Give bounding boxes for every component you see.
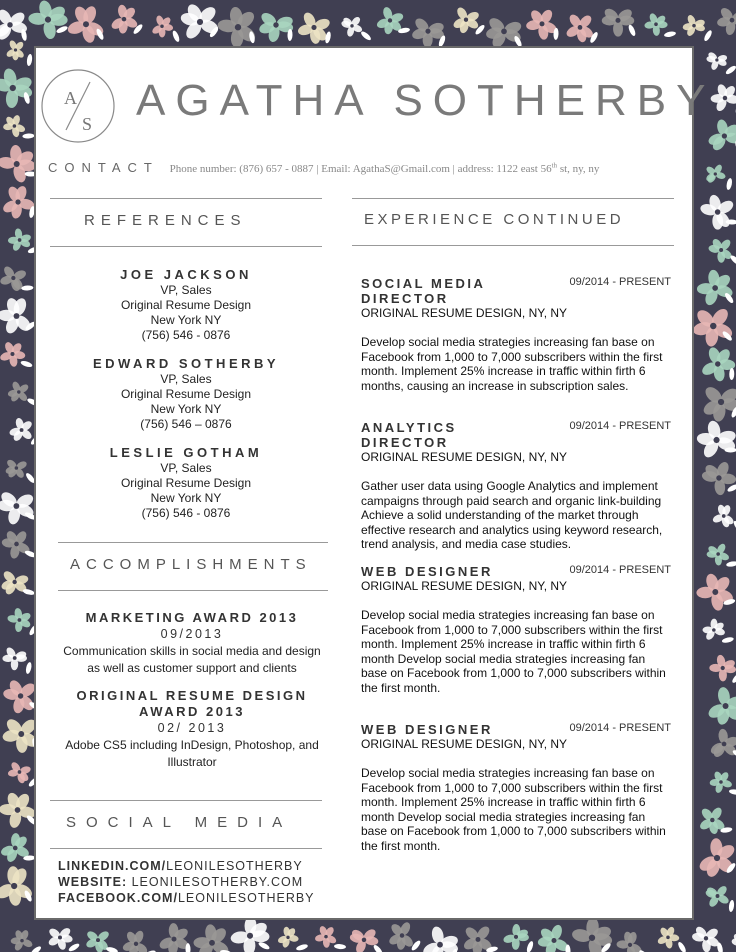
job-title: WEB DESIGNER [361, 722, 493, 737]
job-entry [361, 722, 671, 853]
flower-shape [644, 12, 668, 36]
job-entry [361, 564, 671, 695]
flower-shape [701, 384, 736, 422]
reference-location: New York NY [150, 313, 222, 327]
references-list [36, 267, 336, 534]
flower-shape [706, 542, 730, 565]
reference-role: VP, Sales [160, 372, 212, 386]
job-company: ORIGINAL RESUME DESIGN, NY, NY [361, 306, 568, 320]
leaf-shape [726, 178, 733, 191]
social-title: SOCIAL MEDIA [66, 814, 293, 831]
flower-shape [697, 838, 736, 879]
flower-shape [537, 924, 570, 952]
leaf-shape [731, 672, 736, 684]
flower-shape [421, 925, 459, 952]
flower-shape [452, 6, 480, 34]
accomplishments-list [42, 610, 342, 782]
leaf-shape [726, 560, 736, 567]
reference-company: Original Resume Design [120, 476, 252, 490]
divider [50, 198, 322, 199]
flower-shape [503, 924, 530, 950]
leaf-shape [725, 448, 736, 453]
job-company: ORIGINAL RESUME DESIGN, NY, NY [361, 450, 568, 464]
accomplishment-title: ORIGINAL RESUME DESIGN AWARD 2013 [76, 688, 308, 719]
flower-shape [709, 728, 736, 759]
accomplishment-date: 02/ 2013 [157, 721, 227, 735]
flower-shape [706, 686, 736, 726]
flower-shape [122, 929, 150, 952]
leaf-shape [56, 25, 69, 34]
flower-shape [682, 14, 706, 37]
flower-shape [602, 6, 635, 36]
references-title: REFERENCES [84, 212, 247, 229]
accomplishment-entry [42, 688, 342, 771]
job-description: Develop social media strategies increasing fan base on Facebook from 1,000 to 7,000 subscribers within the first month. Implement 25% increase in traffic within firth 6 month Develop social media strategies increasing fan base on Facebook from 1,000 to 7,000 subscribers within the first month. [361, 608, 666, 695]
job-title: WEB DESIGNER [361, 564, 493, 579]
divider [352, 245, 674, 246]
contact-phone: Phone number: (876) 657 - 0887 [169, 163, 314, 175]
leaf-shape [703, 29, 713, 42]
job-description: Develop social media strategies increasing fan base on Facebook from 1,000 to 7,000 subscribers within the first month. Implement 25% increase in traffic within firth 6 month Develop social media strategies increasing fan base on Facebook from 1,000 to 7,000 subscribers within the first month. [361, 766, 666, 853]
flower-shape [3, 114, 26, 138]
leaf-shape [68, 942, 81, 952]
job-date: 09/2014 - PRESENT [569, 276, 671, 288]
leaf-shape [25, 662, 32, 675]
flower-shape [277, 926, 299, 948]
flower-shape [526, 8, 559, 41]
leaf-shape [21, 285, 33, 291]
website-link[interactable]: WEBSITE: LEONILESOTHERBY.COM [58, 875, 304, 889]
flower-shape [0, 145, 36, 184]
leaf-shape [729, 789, 736, 796]
reference-location: New York NY [150, 402, 222, 416]
reference-name: JOE JACKSON [120, 267, 252, 282]
job-description: Gather user data using Google Analytics and implement campaigns through paid search and organic link-building Achieve a solid understanding of the market through effective research and analytics using keyword research, trend analysis, and media case studies. [361, 479, 663, 551]
flower-shape [0, 489, 36, 525]
leaf-shape [729, 368, 734, 380]
job-date: 09/2014 - PRESENT [569, 722, 671, 734]
accomplishment-date: 09/2013 [160, 627, 224, 641]
flower-shape [158, 923, 190, 952]
leaf-shape [171, 30, 180, 43]
flower-shape [151, 15, 174, 38]
flower-shape [709, 770, 732, 794]
flower-shape [731, 931, 736, 952]
reference-phone: (756) 546 – 0876 [140, 417, 232, 431]
leaf-shape [726, 483, 736, 493]
flower-shape [709, 654, 736, 681]
candidate-name: AGATHA SOTHERBY [136, 76, 716, 125]
leaf-shape [296, 943, 309, 951]
job-entry [361, 276, 671, 393]
leaf-shape [258, 941, 271, 951]
reference-company: Original Resume Design [120, 387, 252, 401]
divider [352, 198, 674, 199]
job-company: ORIGINAL RESUME DESIGN, NY, NY [361, 737, 568, 751]
flower-shape [2, 646, 27, 671]
flower-shape [697, 269, 735, 307]
flower-shape [9, 417, 34, 442]
flower-shape [692, 306, 735, 347]
job-title: ANALYTICS DIRECTOR [361, 420, 457, 450]
divider [50, 246, 322, 247]
reference-entry [36, 356, 336, 432]
flower-shape [691, 925, 720, 952]
accomplishments-title: ACCOMPLISHMENTS [70, 556, 312, 573]
reference-entry [36, 445, 336, 521]
flower-shape [110, 4, 139, 34]
accomplishment-desc: Adobe CS5 including InDesign, Photoshop, and Illustrator [65, 738, 319, 769]
flower-shape [705, 884, 731, 908]
flower-shape [11, 929, 34, 952]
monogram-s: S [82, 114, 93, 134]
reference-location: New York NY [150, 491, 222, 505]
flower-shape [193, 924, 230, 952]
flower-shape [341, 15, 364, 37]
social-links [58, 858, 315, 906]
flower-shape [702, 619, 725, 642]
flower-shape [28, 0, 68, 40]
flower-shape [696, 419, 736, 459]
flower-shape [5, 458, 29, 479]
monogram-logo [40, 68, 116, 144]
accomplishment-entry [42, 610, 342, 677]
job-date: 09/2014 - PRESENT [569, 420, 671, 432]
reference-name: EDWARD SOTHERBY [92, 356, 280, 371]
leaf-shape [22, 133, 34, 139]
leaf-shape [526, 940, 535, 952]
reference-name: LESLIE GOTHAM [109, 445, 263, 460]
flower-shape [706, 51, 728, 71]
contact-row: CONTACT Phone number: (876) 657 - 0887 | Email: AgathaS@Gmail.com | address: 1122 east 56th st, ny, ny [48, 160, 600, 175]
resume-page [34, 46, 716, 920]
experience-title: EXPERIENCE CONTINUED [364, 211, 625, 228]
leaf-shape [360, 30, 372, 42]
job-entry [361, 420, 671, 552]
flower-shape [696, 572, 735, 611]
leaf-shape [728, 900, 734, 913]
flower-shape [716, 6, 736, 36]
leaf-shape [334, 944, 346, 950]
job-description: Develop social media strategies increasing fan base on Facebook from 1,000 to 7,000 subscribers within the first month. Implement 25% increase in traffic within firth 6 months, causing an increase in subscription sales. [361, 335, 663, 393]
reference-phone: (756) 546 - 0876 [141, 328, 231, 342]
flower-shape [712, 504, 736, 529]
flower-shape [8, 228, 32, 252]
contact-label: CONTACT [48, 160, 159, 175]
flower-shape [387, 921, 415, 950]
accomplishment-desc: Communication skills in social media and design as well as customer support and clients [63, 644, 321, 675]
flower-shape [5, 39, 25, 60]
divider [58, 542, 328, 543]
flower-shape [0, 791, 37, 829]
flower-shape [66, 4, 105, 44]
flower-shape [462, 924, 494, 952]
contact-email: Email: AgathaS@Gmail.com [321, 163, 450, 175]
flower-shape [2, 678, 37, 714]
flower-shape [314, 925, 337, 948]
flower-shape [705, 163, 726, 184]
reference-role: VP, Sales [160, 283, 212, 297]
linkedin-link[interactable]: LINKEDIN.COM/LEONILESOTHERBY [58, 859, 303, 873]
job-date: 09/2014 - PRESENT [569, 564, 671, 576]
job-title: SOCIAL MEDIA DIRECTOR [361, 276, 485, 306]
flower-shape [565, 13, 595, 44]
divider [50, 800, 322, 801]
monogram-a: A [64, 88, 77, 108]
job-company: ORIGINAL RESUME DESIGN, NY, NY [361, 579, 568, 593]
divider [50, 848, 322, 849]
leaf-shape [725, 64, 736, 75]
flower-shape [656, 926, 679, 949]
reference-phone: (756) 546 - 0876 [141, 506, 231, 520]
flower-shape [708, 237, 734, 262]
leaf-shape [20, 360, 33, 368]
facebook-link[interactable]: FACEBOOK.COM/LEONILESOTHERBY [58, 891, 315, 905]
reference-company: Original Resume Design [120, 298, 252, 312]
reference-role: VP, Sales [160, 461, 212, 475]
leaf-shape [627, 24, 636, 37]
flower-shape [7, 761, 31, 785]
accomplishment-title: MARKETING AWARD 2013 [85, 610, 299, 625]
leaf-shape [26, 54, 33, 67]
leaf-shape [721, 636, 734, 644]
flower-shape [7, 380, 30, 403]
leaf-shape [664, 31, 677, 38]
flower-shape [47, 926, 73, 951]
contact-address: address: 1122 east 56th st, ny, ny [457, 161, 600, 175]
flower-shape [7, 607, 32, 632]
divider [58, 590, 328, 591]
flower-shape [616, 931, 643, 952]
reference-entry [36, 267, 336, 343]
leaf-shape [677, 941, 687, 952]
